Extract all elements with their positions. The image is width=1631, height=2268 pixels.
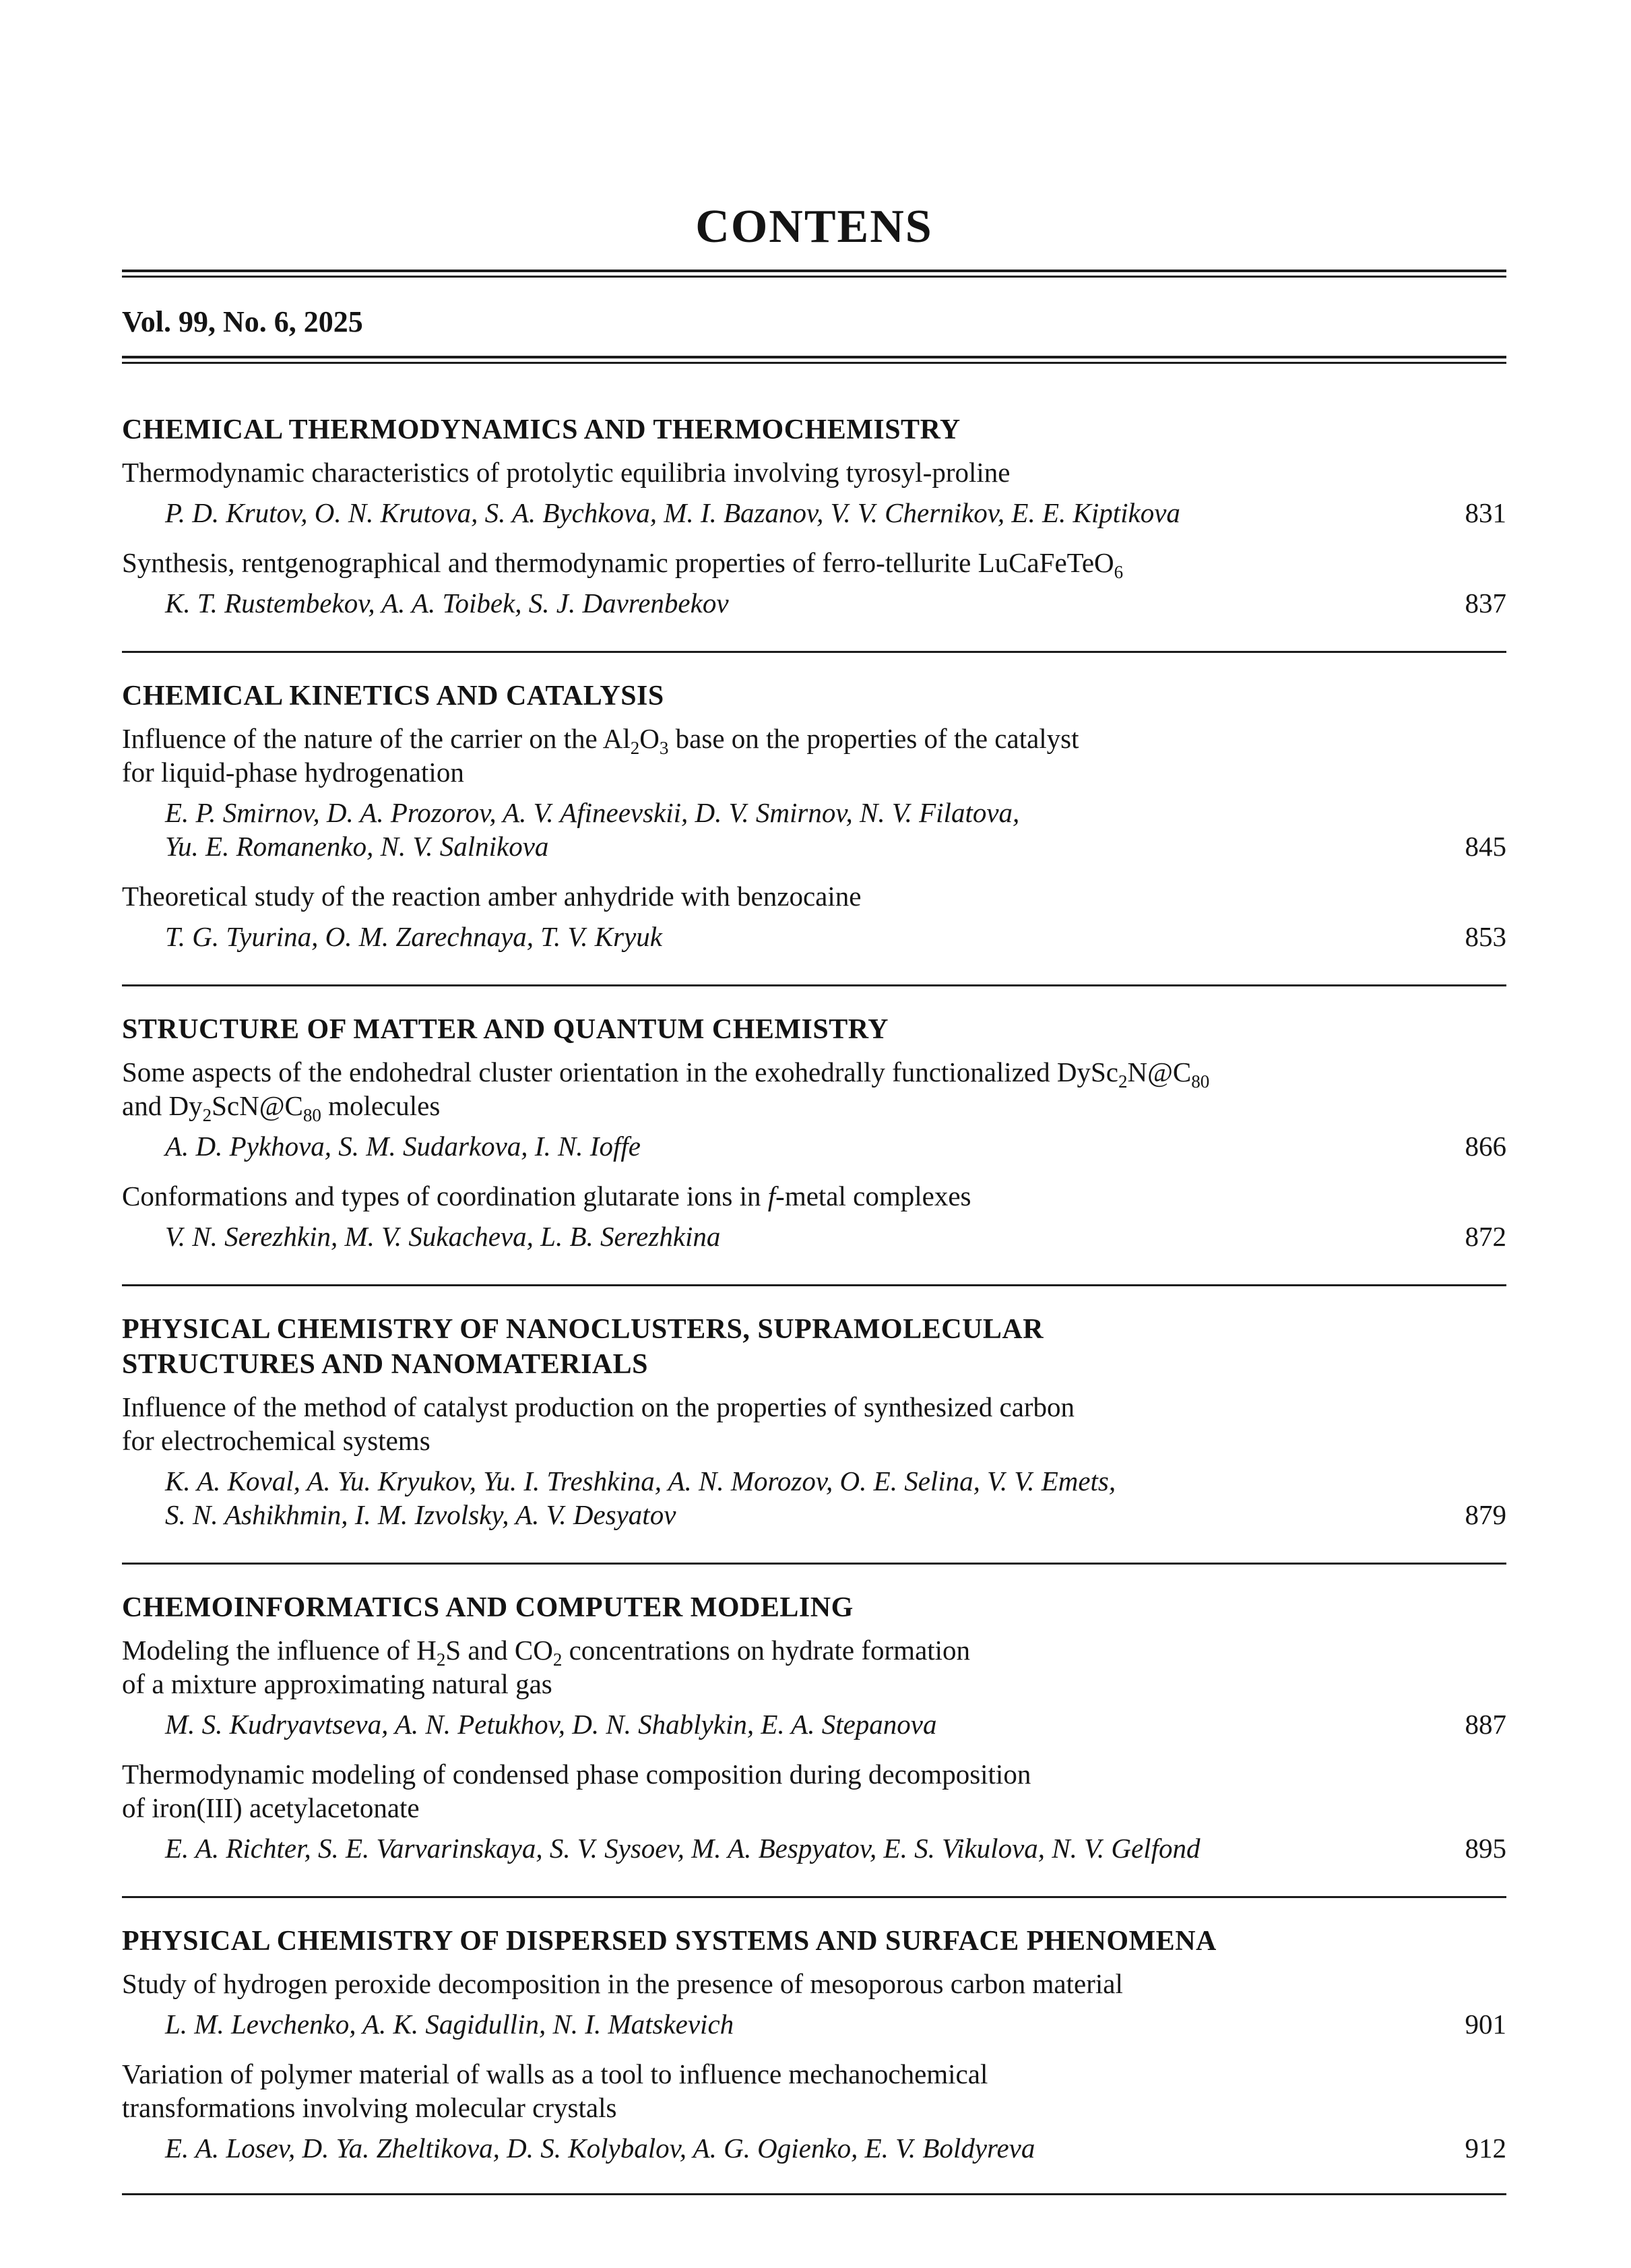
double-rule-under-volume <box>122 356 1506 364</box>
section-entries <box>122 1967 1506 2165</box>
toc-section <box>122 651 1506 953</box>
toc-entry <box>122 722 1506 863</box>
article-authors: E. A. Richter, S. E. Varvarinskaya, S. V. Sysoev, M. A. Bespyatov, E. S. Vikulova, N. V. Gelfond <box>165 1833 1201 1864</box>
article-title: Thermodynamic modeling of condensed phase composition during decomposition of iron(III) acetylacetonate <box>122 1759 1031 1823</box>
article-page-number: 853 <box>1465 921 1506 952</box>
article-authors: A. D. Pykhova, S. M. Sudarkova, I. N. Ioffe <box>165 1131 641 1162</box>
toc-entry <box>122 1757 1506 1865</box>
toc-section <box>122 1896 1506 2165</box>
article-authors: T. G. Tyurina, O. M. Zarechnaya, T. V. Kryuk <box>165 921 662 952</box>
toc-section <box>122 1563 1506 1865</box>
toc-section <box>122 1284 1506 1532</box>
article-byline <box>122 2131 1506 2165</box>
article-page-number: 837 <box>1465 588 1506 619</box>
article-title: Influence of the nature of the carrier on the $Al_2O_3$ base on the properties of the catalyst for liquid-phase hydrogenation <box>122 723 1079 788</box>
section-divider <box>122 651 1506 653</box>
article-byline <box>122 1129 1506 1163</box>
article-byline <box>122 796 1506 863</box>
article-title: Conformations and types of coordination glutarate ions in f-metal complexes <box>122 1180 971 1211</box>
article-authors: L. M. Levchenko, A. K. Sagidullin, N. I. Matskevich <box>165 2009 734 2040</box>
article-byline <box>122 1220 1506 1253</box>
double-rule-top <box>122 270 1506 278</box>
toc-entry <box>122 1967 1506 2041</box>
section-divider <box>122 984 1506 986</box>
article-title: Variation of polymer material of walls as a tool to influence mechanochemical transformations involving molecular crystals <box>122 2058 988 2123</box>
article-byline <box>122 1707 1506 1741</box>
article-title: Some aspects of the endohedral cluster orientation in the exohedrally functionalized $DySc_2N@C_{80}$ and $Dy_2ScN@C_{80}$ molecules <box>122 1057 1210 1126</box>
section-heading: CHEMOINFORMATICS AND COMPUTER MODELING <box>122 1592 854 1623</box>
article-page-number: 912 <box>1465 2133 1506 2164</box>
sections-list <box>122 412 1506 2165</box>
section-divider <box>122 1896 1506 1898</box>
article-byline <box>122 586 1506 620</box>
toc-entry <box>122 455 1506 530</box>
section-entries <box>122 1055 1506 1253</box>
article-page-number: 872 <box>1465 1221 1506 1252</box>
toc-section <box>122 984 1506 1253</box>
section-heading: CHEMICAL THERMODYNAMICS AND THERMOCHEMISTRY <box>122 414 961 445</box>
article-title: Influence of the method of catalyst production on the properties of synthesized carbon for electrochemical systems <box>122 1391 1075 1456</box>
article-title: Thermodynamic characteristics of protolytic equilibria involving tyrosyl-proline <box>122 457 1011 488</box>
article-page-number: 901 <box>1465 2009 1506 2040</box>
toc-entry <box>122 1179 1506 1253</box>
article-page-number: 879 <box>1465 1499 1506 1530</box>
toc-entry <box>122 546 1506 620</box>
toc-entry <box>122 879 1506 953</box>
section-heading: PHYSICAL CHEMISTRY OF DISPERSED SYSTEMS AND SURFACE PHENOMENA <box>122 1926 1217 1957</box>
volume-line: Vol. 99, No. 6, 2025 <box>122 305 363 338</box>
article-byline <box>122 920 1506 953</box>
page-title: CONTENS <box>695 201 933 253</box>
article-page-number: 866 <box>1465 1131 1506 1162</box>
article-authors: K. A. Koval, A. Yu. Kryukov, Yu. I. Treshkina, A. N. Morozov, O. E. Selina, V. V. Emets, S. N. Ashikhmin, I. M. Izvolsky, A. V. Desyatov <box>165 1466 1116 1530</box>
article-byline <box>122 2007 1506 2041</box>
section-heading: CHEMICAL KINETICS AND CATALYSIS <box>122 681 664 712</box>
article-authors: V. N. Serezhkin, M. V. Sukacheva, L. B. Serezhkina <box>165 1221 721 1252</box>
article-authors: P. D. Krutov, O. N. Krutova, S. A. Bychkova, M. I. Bazanov, V. V. Chernikov, E. E. Kiptikova <box>165 497 1180 528</box>
article-authors: E. P. Smirnov, D. A. Prozorov, A. V. Afineevskii, D. V. Smirnov, N. V. Filatova, Yu. E. Romanenko, N. V. Salnikova <box>165 797 1020 862</box>
article-page-number: 887 <box>1465 1709 1506 1740</box>
toc-entry <box>122 1390 1506 1532</box>
section-entries <box>122 1633 1506 1865</box>
article-title: Study of hydrogen peroxide decomposition in the presence of mesoporous carbon material <box>122 1968 1123 1999</box>
section-entries <box>122 455 1506 620</box>
bottom-rule <box>122 2193 1506 2195</box>
article-authors: K. T. Rustembekov, A. A. Toibek, S. J. Davrenbekov <box>165 588 729 619</box>
article-byline <box>122 1464 1506 1532</box>
article-page-number: 895 <box>1465 1833 1506 1864</box>
section-entries <box>122 1390 1506 1532</box>
article-page-number: 831 <box>1465 497 1506 528</box>
section-heading: PHYSICAL CHEMISTRY OF NANOCLUSTERS, SUPRAMOLECULAR STRUCTURES AND NANOMATERIALS <box>122 1314 1044 1380</box>
section-divider <box>122 1284 1506 1286</box>
article-page-number: 845 <box>1465 831 1506 862</box>
article-byline <box>122 496 1506 530</box>
section-divider <box>122 1563 1506 1565</box>
toc-entry <box>122 1633 1506 1741</box>
article-title: Modeling the influence of $H_2S$ and $CO_2$ concentrations on hydrate formation of a mixture approximating natural gas <box>122 1635 971 1699</box>
toc-section <box>122 412 1506 620</box>
article-authors: M. S. Kudryavtseva, A. N. Petukhov, D. N. Shablykin, E. A. Stepanova <box>165 1709 937 1740</box>
article-byline <box>122 1831 1506 1865</box>
article-authors: E. A. Losev, D. Ya. Zheltikova, D. S. Kolybalov, A. G. Ogienko, E. V. Boldyreva <box>165 2133 1035 2164</box>
article-title: Synthesis, rentgenographical and thermodynamic properties of ferro-tellurite LuCaFeTeO$_6$ <box>122 547 1124 583</box>
article-title: Theoretical study of the reaction amber anhydride with benzocaine <box>122 881 862 912</box>
section-heading: STRUCTURE OF MATTER AND QUANTUM CHEMISTRY <box>122 1014 889 1045</box>
section-entries <box>122 722 1506 953</box>
toc-entry <box>122 1055 1506 1163</box>
toc-entry <box>122 2057 1506 2165</box>
